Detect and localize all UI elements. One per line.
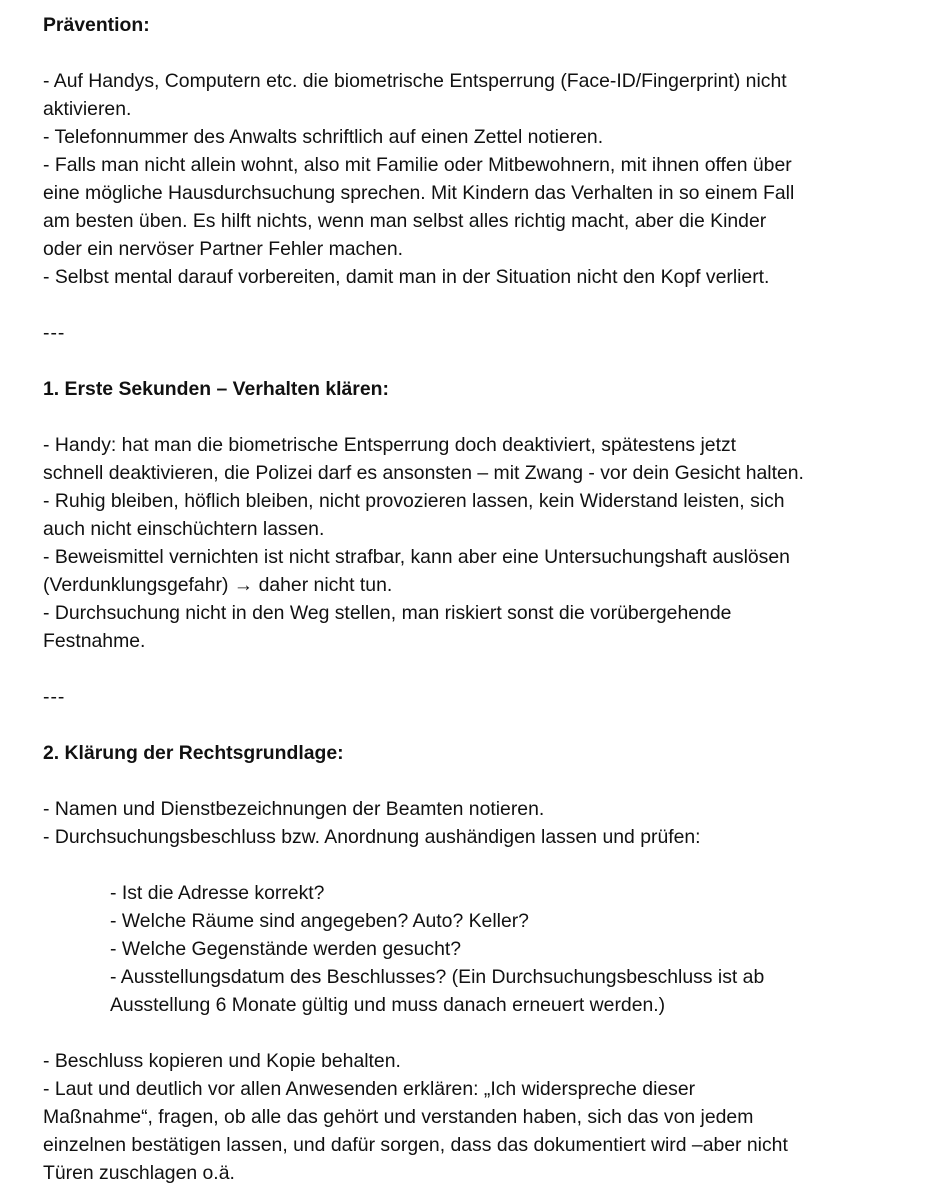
text-line: oder ein nervöser Partner Fehler machen.	[43, 238, 403, 260]
blank-line	[43, 403, 915, 431]
text-line: Festnahme.	[43, 630, 146, 652]
document-page	[43, 0, 915, 1187]
text-line: - Auf Handys, Computern etc. die biometrische Entsperrung (Face-ID/Fingerprint) nicht	[43, 70, 787, 92]
text-line: einzelnen bestätigen lassen, und dafür sorgen, dass das dokumentiert wird –aber nicht	[43, 1134, 788, 1156]
text-line: auch nicht einschüchtern lassen.	[43, 518, 325, 540]
checklist-item: - Welche Gegenstände werden gesucht?	[110, 938, 462, 960]
section-first-seconds	[43, 375, 915, 655]
text-line: aktivieren.	[43, 98, 132, 120]
blank-line	[43, 291, 915, 319]
blank-line	[43, 347, 915, 375]
text-line: am besten üben. Es hilft nichts, wenn man selbst alles richtig macht, aber die Kinder	[43, 210, 767, 232]
text-line: - Namen und Dienstbezeichnungen der Beamten notieren.	[43, 798, 545, 820]
blank-line	[43, 851, 915, 879]
separator: ---	[43, 686, 66, 708]
text-line: - Telefonnummer des Anwalts schriftlich auf einen Zettel notieren.	[43, 126, 604, 148]
text-line: - Beweismittel vernichten ist nicht strafbar, kann aber eine Untersuchungshaft auslösen	[43, 546, 790, 568]
blank-line	[43, 767, 915, 795]
text-line: schnell deaktivieren, die Polizei darf es ansonsten – mit Zwang - vor dein Gesicht halten.	[43, 462, 804, 484]
section-legal-basis	[43, 739, 915, 1187]
checklist-item: - Ausstellungsdatum des Beschlusses? (Ein Durchsuchungsbeschluss ist ab	[110, 966, 765, 988]
blank-line	[43, 39, 915, 67]
blank-line	[43, 655, 915, 683]
text-line: - Durchsuchung nicht in den Weg stellen, man riskiert sonst die vorübergehende	[43, 602, 732, 624]
blank-line	[43, 1019, 915, 1047]
separator: ---	[43, 322, 66, 344]
checklist-item: - Welche Räume sind angegeben? Auto? Keller?	[110, 910, 529, 932]
checklist-item: Ausstellung 6 Monate gültig und muss danach erneuert werden.)	[110, 994, 666, 1016]
text-line: Türen zuschlagen o.ä.	[43, 1162, 235, 1184]
checklist-item: - Ist die Adresse korrekt?	[110, 882, 325, 904]
text-line: - Falls man nicht allein wohnt, also mit Familie oder Mitbewohnern, mit ihnen offen über	[43, 154, 792, 176]
text-line: - Handy: hat man die biometrische Entsperrung doch deaktiviert, spätestens jetzt	[43, 434, 737, 456]
blank-line	[43, 711, 915, 739]
text-line: (Verdunklungsgefahr) → daher nicht tun.	[43, 574, 393, 596]
heading-prevention: Prävention:	[43, 14, 150, 36]
text-line: - Durchsuchungsbeschluss bzw. Anordnung aushändigen lassen und prüfen:	[43, 826, 701, 848]
text-line: - Laut und deutlich vor allen Anwesenden erklären: „Ich widerspreche dieser	[43, 1078, 696, 1100]
text-line: eine mögliche Hausdurchsuchung sprechen. Mit Kindern das Verhalten in so einem Fall	[43, 182, 795, 204]
text-line: - Beschluss kopieren und Kopie behalten.	[43, 1050, 401, 1072]
heading-legal-basis: 2. Klärung der Rechtsgrundlage:	[43, 742, 344, 764]
text-line: - Ruhig bleiben, höflich bleiben, nicht provozieren lassen, kein Widerstand leisten, sich	[43, 490, 785, 512]
section-prevention	[43, 11, 915, 291]
text-line: - Selbst mental darauf vorbereiten, damit man in der Situation nicht den Kopf verliert.	[43, 266, 770, 288]
text-line: Maßnahme“, fragen, ob alle das gehört und verstanden haben, sich das von jedem	[43, 1106, 754, 1128]
heading-first-seconds: 1. Erste Sekunden – Verhalten klären:	[43, 378, 389, 400]
warrant-checklist	[43, 879, 915, 1019]
